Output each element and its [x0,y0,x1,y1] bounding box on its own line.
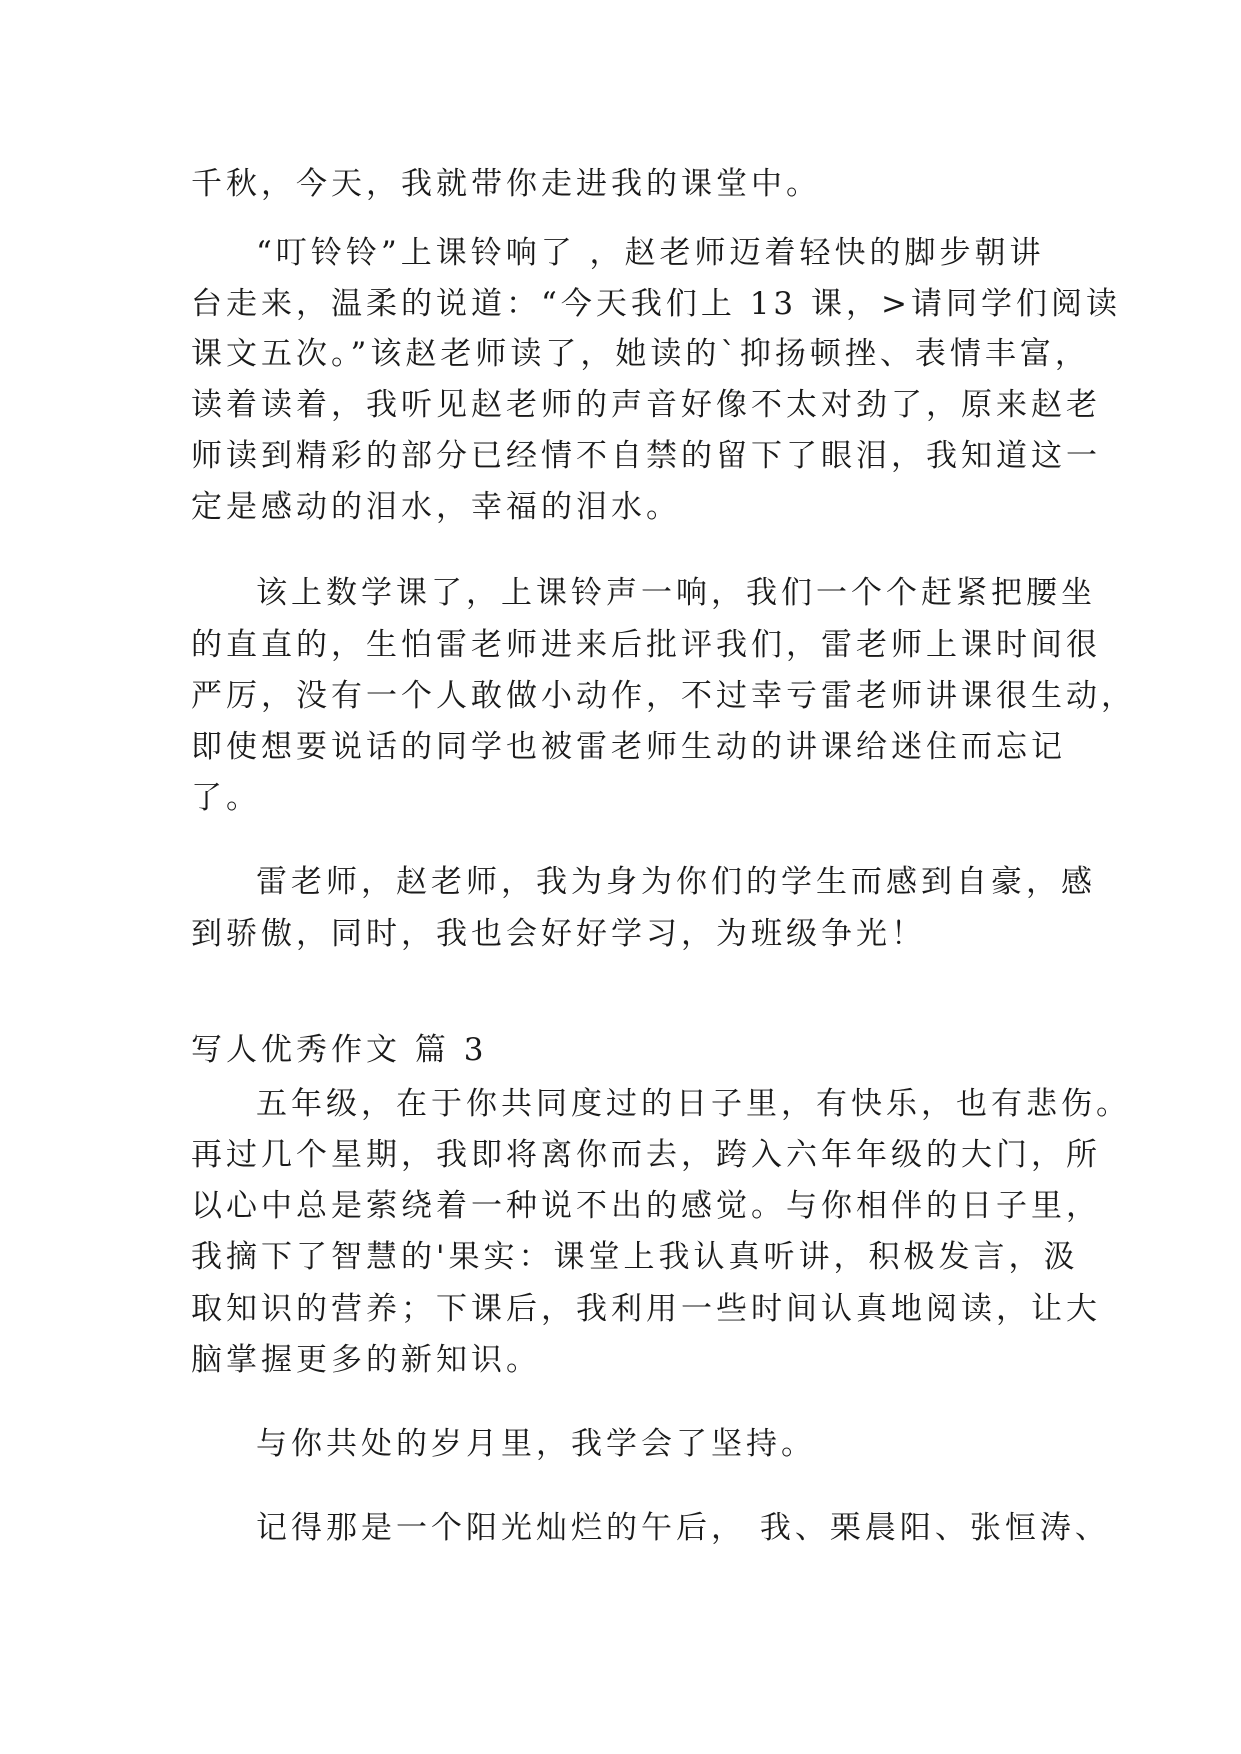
text-line: 五年级，在于你共同度过的日子里，有快乐，也有悲伤。 [256,1086,1131,1122]
text-line: 再过几个星期，我即将离你而去，跨入六年年级的大门，所 [191,1137,1101,1173]
text-line: 雷老师，赵老师，我为身为你们的学生而感到自豪，感 [256,864,1096,900]
section-heading: 写人优秀作文 篇 3 [191,1032,488,1068]
text-line: 该上数学课了，上课铃声一响，我们一个个赶紧把腰坐 [256,575,1096,611]
text-line: 与你共处的岁月里，我学会了坚持。 [256,1426,816,1462]
text-line: 千秋，今天，我就带你走进我的课堂中。 [191,166,821,202]
text-line: 师读到精彩的部分已经情不自禁的留下了眼泪，我知道这一 [191,438,1101,474]
text-line: 到骄傲，同时，我也会好好学习，为班级争光！ [191,916,926,952]
text-line: 的直直的，生怕雷老师进来后批评我们，雷老师上课时间很 [191,627,1101,663]
text-line: 定是感动的泪水，幸福的泪水。 [191,489,681,525]
text-line: 以心中总是萦绕着一种说不出的感觉。与你相伴的日子里， [191,1188,1101,1224]
text-line: 我摘下了智慧的'果实：课堂上我认真听讲，积极发言，汲 [191,1239,1079,1275]
text-line: “叮铃铃”上课铃响了 ，赵老师迈着轻快的脚步朝讲 [256,235,1045,271]
text-line: 记得那是一个阳光灿烂的午后， 我、栗晨阳、张恒涛、 [256,1510,1110,1546]
text-line: 了。 [191,780,261,816]
text-line: 即使想要说话的同学也被雷老师生动的讲课给迷住而忘记 [191,729,1066,765]
text-line: 取知识的营养；下课后，我利用一些时间认真地阅读，让大 [191,1291,1101,1327]
text-line: 台走来，温柔的说道：“今天我们上 13 课，>请同学们阅读 [191,286,1121,322]
text-line: 课文五次。”该赵老师读了，她读的`抑扬顿挫、表情丰富， [191,336,1090,372]
text-line: 脑掌握更多的新知识。 [191,1342,541,1378]
text-line: 读着读着，我听见赵老师的声音好像不太对劲了，原来赵老 [191,387,1101,423]
text-line: 严厉，没有一个人敢做小动作，不过幸亏雷老师讲课很生动， [191,678,1136,714]
